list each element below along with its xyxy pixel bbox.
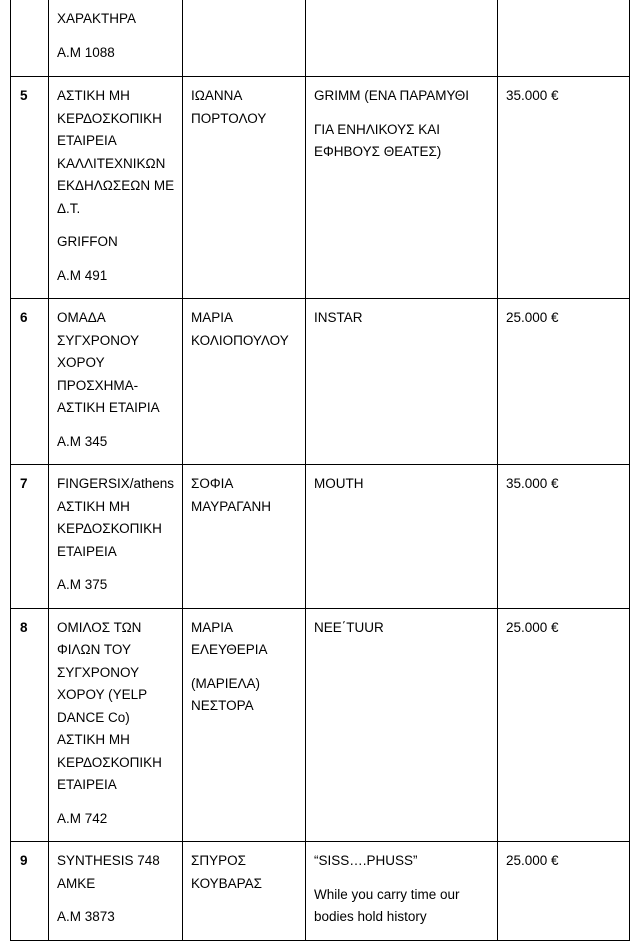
person-name: [191, 473, 299, 518]
company-line: ΣΥΓΧΡΟΝΟΥ: [57, 332, 140, 348]
company-name: [57, 617, 176, 797]
project-line: bodies hold history: [314, 909, 427, 924]
person-line: ΙΩΑΝΝΑ: [191, 88, 243, 103]
company-line: ΚΕΡΔΟΣΚΟΠΙΚΗ: [57, 521, 162, 536]
grant-amount: 25.000 €: [506, 853, 559, 868]
row-number-cell: [11, 465, 49, 609]
company-line: ΑΣΤΙΚΗ ΜΗ: [57, 88, 130, 103]
company-name: [57, 307, 176, 420]
amount-cell: [498, 0, 630, 77]
grant-amount: 35.000 €: [506, 88, 559, 103]
company-line: FINGERSIX/athens: [57, 476, 175, 491]
company-line: ΑΜΚΕ: [57, 875, 96, 891]
grant-amount: 25.000 €: [506, 619, 559, 635]
company-name: [57, 85, 176, 220]
project-cell: [306, 465, 498, 609]
project-line: ΝΕΕ΄TUUR: [314, 619, 384, 635]
row-number-cell: [11, 0, 49, 77]
person-line: ΜΑΡΙΑ: [191, 310, 234, 325]
row-number: 9: [20, 853, 28, 868]
person-cell: [183, 0, 306, 77]
project-line: MOUTH: [314, 476, 364, 491]
person-name: [191, 617, 299, 662]
project-line: “SISS….PHUSS”: [314, 853, 418, 868]
person-cell: [183, 299, 306, 465]
person-line: ΕΛΕΥΘΕΡΙΑ: [191, 642, 268, 657]
person-line: ΣΠΥΡΟΣ: [191, 853, 246, 868]
grants-table: [10, 0, 630, 941]
project-title: [314, 307, 491, 330]
person-line: ΜΑΡΙΑ: [191, 619, 234, 635]
row-number: 8: [20, 619, 28, 635]
table-row: [11, 0, 630, 77]
registry-number: Α.Μ 375: [57, 577, 108, 592]
project-cell: [306, 299, 498, 465]
row-number: 7: [20, 476, 28, 491]
person-name: [191, 850, 299, 895]
company-line: ΚΕΡΔΟΣΚΟΠΙΚΗ: [57, 754, 162, 770]
company-cell: [49, 299, 183, 465]
project-cell: [306, 0, 498, 77]
project-title: [314, 119, 491, 164]
company-line: ΕΚΔΗΛΩΣΕΩΝ ΜΕ: [57, 178, 175, 193]
person-cell: [183, 77, 306, 299]
person-cell: [183, 842, 306, 941]
registry-number: Α.Μ 345: [57, 433, 108, 449]
project-title: [314, 85, 491, 108]
company-cell: [49, 608, 183, 842]
amount-cell: [498, 842, 630, 941]
amount-cell: [498, 465, 630, 609]
company-line: ΣΥΓΧΡΟΝΟΥ: [57, 664, 140, 680]
table-row: [11, 465, 630, 609]
company-name-secondary: GRIFFON: [57, 234, 118, 249]
company-cell: [49, 842, 183, 941]
project-title: [314, 617, 491, 640]
company-line: SYNTHESIS 748: [57, 853, 160, 868]
row-number: 6: [20, 310, 28, 325]
registry-number: Α.Μ 3873: [57, 909, 115, 924]
company-line: ΑΣΤΙΚΗ ΜΗ: [57, 732, 130, 747]
row-number: [11, 0, 48, 7]
row-number-cell: [11, 842, 49, 941]
project-title: [314, 850, 491, 873]
company-line: ΕΤΑΙΡΕΙΑ: [57, 133, 117, 148]
row-number: 5: [20, 88, 28, 103]
company-line: ΧΑΡΑΚΤΗΡΑ: [57, 11, 137, 26]
company-line: Δ.Τ.: [57, 200, 81, 216]
company-line: ΟΜΙΛΟΣ ΤΩΝ: [57, 619, 142, 635]
person-cell: [183, 608, 306, 842]
company-line: DANCE Co): [57, 709, 130, 725]
company-cell: [49, 77, 183, 299]
grant-amount: 35.000 €: [506, 476, 559, 491]
company-line: ΚΕΡΔΟΣΚΟΠΙΚΗ: [57, 110, 162, 126]
row-number-cell: [11, 77, 49, 299]
company-line: ΧΟΡΟΥ: [57, 355, 105, 370]
company-name: [57, 8, 176, 31]
person-line: ΚΟΛΙΟΠΟΥΛΟΥ: [191, 332, 289, 348]
person-line: ΝΕΣΤΟΡΑ: [191, 698, 254, 713]
amount-cell: [498, 608, 630, 842]
person-line: ΚΟΥΒΑΡΑΣ: [191, 875, 263, 891]
registry-number: Α.Μ 1088: [57, 44, 115, 60]
project-line: GRIMM (ΕΝΑ ΠΑΡΑΜΥΘΙ: [314, 88, 470, 103]
company-cell: [49, 465, 183, 609]
row-number-cell: [11, 608, 49, 842]
row-number-cell: [11, 299, 49, 465]
project-cell: [306, 842, 498, 941]
project-line: While you carry time our: [314, 886, 460, 902]
person-cell: [183, 465, 306, 609]
company-line: ΑΣΤΙΚΗ ΜΗ: [57, 498, 130, 514]
person-line: ΣΟΦΙΑ: [191, 476, 234, 491]
project-cell: [306, 608, 498, 842]
company-line: ΠΡΟΣΧΗΜΑ-: [57, 377, 139, 393]
project-cell: [306, 77, 498, 299]
company-line: ΑΣΤΙΚΗ ΕΤΑΙΡΙΑ: [57, 400, 160, 415]
project-title: [314, 884, 491, 929]
amount-cell: [498, 77, 630, 299]
person-name: [191, 673, 299, 718]
company-line: ΕΤΑΙΡΕΙΑ: [57, 543, 117, 559]
company-line: ΚΑΛΛΙΤΕΧΝΙΚΩΝ: [57, 155, 166, 171]
person-line: ΜΑΥΡΑΓΑΝΗ: [191, 498, 271, 514]
amount-cell: [498, 299, 630, 465]
registry-number: Α.Μ 742: [57, 810, 108, 826]
table-row: [11, 299, 630, 465]
company-line: ΦΙΛΩΝ ΤΟΥ: [57, 642, 131, 657]
table-row: [11, 608, 630, 842]
person-line: (ΜΑΡΙΕΛΑ): [191, 675, 261, 691]
project-line: ΕΦΗΒΟΥΣ ΘΕΑΤΕΣ): [314, 144, 442, 159]
project-line: INSTAR: [314, 310, 363, 325]
table-row: [11, 842, 630, 941]
company-line: ΧΟΡΟΥ (YELP: [57, 687, 148, 702]
person-name: [191, 307, 299, 352]
company-line: ΕΤΑΙΡΕΙΑ: [57, 777, 117, 792]
company-name: [57, 473, 176, 563]
registry-number: Α.Μ 491: [57, 267, 108, 283]
company-name: [57, 850, 176, 895]
person-name: [191, 85, 299, 130]
project-title: [314, 473, 491, 496]
company-cell: [49, 0, 183, 77]
grant-amount: 25.000 €: [506, 310, 559, 325]
table-row: [11, 77, 630, 299]
company-line: ΟΜΑΔΑ: [57, 310, 106, 325]
project-line: ΓΙΑ ΕΝΗΛΙΚΟΥΣ ΚΑΙ: [314, 121, 440, 137]
person-line: ΠΟΡΤΟΛΟΥ: [191, 110, 267, 126]
